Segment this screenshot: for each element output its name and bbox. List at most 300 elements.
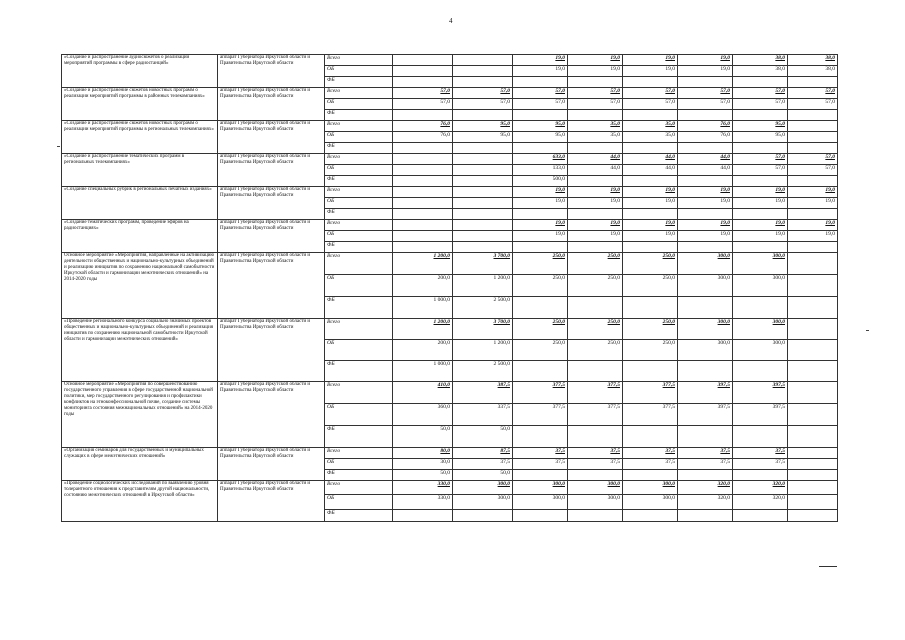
year-value-cell: 397,5 xyxy=(678,404,733,426)
year-value-cell xyxy=(678,509,733,521)
year-value-cell: 57,0 xyxy=(788,165,838,176)
year-value-cell: 300,0 xyxy=(453,481,513,495)
year-value-cell: 377,5 xyxy=(623,382,678,404)
year-value-cell xyxy=(788,470,838,481)
funding-source: ОБ xyxy=(325,275,393,297)
year-value-cell: 76,0 xyxy=(393,132,453,143)
year-value-cell xyxy=(393,187,453,198)
year-value-cell xyxy=(453,176,513,187)
funding-source: ФБ xyxy=(325,361,393,382)
year-value-cell: 95,0 xyxy=(513,132,568,143)
year-value-cell: 35,0 xyxy=(623,132,678,143)
year-value-cell: 44,0 xyxy=(623,154,678,165)
year-value-cell: 35,0 xyxy=(623,121,678,132)
year-value-cell: 300,0 xyxy=(623,495,678,509)
year-value-cell: 250,0 xyxy=(513,340,568,361)
year-value-cell: 19,0 xyxy=(678,231,733,242)
table-row xyxy=(62,448,838,459)
year-value-cell: 38,0 xyxy=(788,55,838,66)
year-value-cell xyxy=(393,231,453,242)
table-row xyxy=(62,382,838,404)
year-value-cell xyxy=(568,209,623,220)
year-value-cell: 1 200,0 xyxy=(453,340,513,361)
year-value-cell: 250,0 xyxy=(568,340,623,361)
year-value-cell xyxy=(788,143,838,154)
year-value-cell xyxy=(788,253,838,275)
year-value-cell: 250,0 xyxy=(513,319,568,340)
activity-name: «Создание тематических программ, проведение эфиров на радиостанциях» xyxy=(62,220,218,253)
year-value-cell xyxy=(788,297,838,319)
year-value-cell: 300,0 xyxy=(678,319,733,340)
table-row xyxy=(62,253,838,275)
year-value-cell xyxy=(733,297,788,319)
year-value-cell: 360,0 xyxy=(393,404,453,426)
activity-name: «Создание и распространение аудиосюжетов о реализации мероприятий программы в сфере радиостанций» xyxy=(62,55,218,88)
funding-source: ОБ xyxy=(325,165,393,176)
year-value-cell: 19,0 xyxy=(513,231,568,242)
table-row xyxy=(62,88,838,99)
year-value-cell: 2 500,0 xyxy=(453,297,513,319)
year-value-cell xyxy=(393,242,453,253)
year-value-cell xyxy=(568,143,623,154)
funding-source: ОБ xyxy=(325,459,393,470)
year-value-cell xyxy=(788,340,838,361)
year-value-cell: 95,0 xyxy=(513,121,568,132)
funding-source: ФБ xyxy=(325,470,393,481)
year-value-cell: 44,0 xyxy=(623,165,678,176)
responsible-executor: аппарат Губернатора Иркутской области и Правительства Иркутской области xyxy=(218,187,325,220)
year-value-cell: 19,0 xyxy=(623,220,678,231)
margin-mark xyxy=(57,146,60,147)
funding-source: Всего xyxy=(325,319,393,340)
year-value-cell xyxy=(733,470,788,481)
year-value-cell: 76,0 xyxy=(678,132,733,143)
year-value-cell xyxy=(453,143,513,154)
year-value-cell xyxy=(393,220,453,231)
year-value-cell: 57,0 xyxy=(393,99,453,110)
activity-name: «Организация семинаров для государственных и муниципальных служащих в сфере межэтнических отношений» xyxy=(62,448,218,481)
year-value-cell: 250,0 xyxy=(513,253,568,275)
year-value-cell: 397,5 xyxy=(733,404,788,426)
year-value-cell: 1 200,0 xyxy=(393,319,453,340)
year-value-cell: 57,0 xyxy=(453,88,513,99)
year-value-cell xyxy=(788,110,838,121)
year-value-cell: 250,0 xyxy=(623,340,678,361)
year-value-cell: 50,0 xyxy=(453,426,513,448)
year-value-cell: 44,0 xyxy=(678,165,733,176)
activity-name: «Создание и распространение сюжетов новостных программ о реализации мероприятий программы в районных телекомпаниях» xyxy=(62,88,218,121)
funding-source: ОБ xyxy=(325,495,393,509)
year-value-cell: 50,0 xyxy=(453,470,513,481)
year-value-cell: 95,0 xyxy=(733,121,788,132)
year-value-cell: 19,0 xyxy=(513,187,568,198)
year-value-cell: 410,0 xyxy=(393,382,453,404)
year-value-cell: 37,5 xyxy=(733,459,788,470)
year-value-cell: 19,0 xyxy=(623,231,678,242)
responsible-executor: аппарат Губернатора Иркутской области и Правительства Иркутской области xyxy=(218,253,325,319)
year-value-cell: 2 500,0 xyxy=(453,361,513,382)
year-value-cell: 44,0 xyxy=(678,154,733,165)
year-value-cell xyxy=(568,242,623,253)
year-value-cell: 377,5 xyxy=(623,404,678,426)
funding-source: ФБ xyxy=(325,209,393,220)
year-value-cell: 95,0 xyxy=(453,121,513,132)
year-value-cell: 250,0 xyxy=(568,319,623,340)
year-value-cell: 387,5 xyxy=(453,382,513,404)
year-value-cell: 397,5 xyxy=(678,382,733,404)
year-value-cell xyxy=(733,509,788,521)
year-value-cell: 19,0 xyxy=(513,66,568,77)
year-value-cell xyxy=(788,121,838,132)
year-value-cell xyxy=(788,481,838,495)
year-value-cell: 38,0 xyxy=(788,66,838,77)
year-value-cell: 57,0 xyxy=(788,99,838,110)
year-value-cell xyxy=(678,242,733,253)
year-value-cell xyxy=(393,143,453,154)
activity-name: «Создание и распространение тематических программ в региональных телекомпаниях» xyxy=(62,154,218,187)
year-value-cell xyxy=(393,110,453,121)
year-value-cell xyxy=(788,319,838,340)
year-value-cell xyxy=(623,297,678,319)
table-row xyxy=(62,187,838,198)
year-value-cell xyxy=(788,176,838,187)
year-value-cell xyxy=(678,77,733,88)
year-value-cell: 397,5 xyxy=(733,382,788,404)
funding-source: ФБ xyxy=(325,509,393,521)
year-value-cell xyxy=(568,176,623,187)
year-value-cell: 37,5 xyxy=(513,448,568,459)
year-value-cell: 300,0 xyxy=(678,275,733,297)
year-value-cell: 19,0 xyxy=(788,187,838,198)
responsible-executor: аппарат Губернатора Иркутской области и Правительства Иркутской области xyxy=(218,154,325,187)
funding-source: ФБ xyxy=(325,176,393,187)
funding-source: Всего xyxy=(325,154,393,165)
activity-name: «Проведение регионального конкурса социально значимых проектов общественных и национально-культурных объединений и реализация инициатив по сохранению национальной самобытности Иркутской области и гармонизации межэтнических отношений» xyxy=(62,319,218,382)
year-value-cell: 19,0 xyxy=(788,198,838,209)
year-value-cell: 330,0 xyxy=(393,481,453,495)
year-value-cell: 19,0 xyxy=(568,220,623,231)
year-value-cell: 19,0 xyxy=(788,220,838,231)
year-value-cell xyxy=(788,459,838,470)
year-value-cell: 19,0 xyxy=(623,187,678,198)
year-value-cell: 250,0 xyxy=(623,319,678,340)
funding-source: ФБ xyxy=(325,110,393,121)
year-value-cell: 300,0 xyxy=(678,253,733,275)
year-value-cell: 19,0 xyxy=(733,220,788,231)
year-value-cell xyxy=(513,297,568,319)
year-value-cell xyxy=(623,426,678,448)
year-value-cell: 30,0 xyxy=(393,459,453,470)
activity-name: «Создание специальных рубрик в региональных печатных изданиях» xyxy=(62,187,218,220)
activity-name: «Создание и распространение сюжетов новостных программ о реализации мероприятий программы в региональных телекомпаниях» xyxy=(62,121,218,154)
year-value-cell: 300,0 xyxy=(733,253,788,275)
year-value-cell xyxy=(568,426,623,448)
year-value-cell: 95,0 xyxy=(733,132,788,143)
year-value-cell: 200,0 xyxy=(393,340,453,361)
year-value-cell: 19,0 xyxy=(678,55,733,66)
year-value-cell: 57,0 xyxy=(513,88,568,99)
year-value-cell xyxy=(788,77,838,88)
year-value-cell: 37,5 xyxy=(678,448,733,459)
table-row xyxy=(62,220,838,231)
table-row xyxy=(62,154,838,165)
year-value-cell: 19,0 xyxy=(568,231,623,242)
year-value-cell xyxy=(788,242,838,253)
year-value-cell: 300,0 xyxy=(733,340,788,361)
year-value-cell: 19,0 xyxy=(568,66,623,77)
funding-source: Всего xyxy=(325,382,393,404)
funding-source: ОБ xyxy=(325,132,393,143)
year-value-cell xyxy=(513,242,568,253)
year-value-cell xyxy=(733,110,788,121)
year-value-cell xyxy=(453,509,513,521)
year-value-cell: 76,0 xyxy=(393,121,453,132)
year-value-cell: 200,0 xyxy=(393,275,453,297)
year-value-cell: 377,5 xyxy=(568,382,623,404)
year-value-cell xyxy=(513,209,568,220)
table-row xyxy=(62,121,838,132)
activity-name: Основное мероприятие «Мероприятия по совершенствованию государственного управления в сфере государственной национальной политики, мер государственного регулирования и профилактики конфликтов на этноконфессиональной почве, создание системы мониторинга состояния межнациональных отношений» на 2014-2020 годы xyxy=(62,382,218,448)
year-value-cell xyxy=(568,361,623,382)
table-row xyxy=(62,55,838,66)
year-value-cell: 57,0 xyxy=(733,154,788,165)
year-value-cell xyxy=(678,143,733,154)
year-value-cell xyxy=(733,143,788,154)
year-value-cell: 38,0 xyxy=(733,55,788,66)
year-value-cell xyxy=(453,154,513,165)
year-value-cell: 44,0 xyxy=(568,165,623,176)
year-value-cell: 38,0 xyxy=(733,66,788,77)
year-value-cell xyxy=(393,66,453,77)
funding-source: Всего xyxy=(325,448,393,459)
year-value-cell xyxy=(453,77,513,88)
year-value-cell xyxy=(453,198,513,209)
funding-source: Всего xyxy=(325,55,393,66)
year-value-cell xyxy=(678,426,733,448)
funding-source: Всего xyxy=(325,88,393,99)
year-value-cell xyxy=(733,176,788,187)
year-value-cell: 57,0 xyxy=(733,88,788,99)
funding-source: ОБ xyxy=(325,99,393,110)
activity-name: «Проведение социологических исследований по выявлению уровня толерантного отношения к представителям другой национальности, состоянию межэтнических отношений в Иркутской области» xyxy=(62,481,218,522)
year-value-cell: 19,0 xyxy=(513,220,568,231)
year-value-cell xyxy=(623,361,678,382)
year-value-cell xyxy=(453,110,513,121)
funding-source: ОБ xyxy=(325,231,393,242)
year-value-cell: 19,0 xyxy=(568,187,623,198)
year-value-cell: 37,5 xyxy=(513,459,568,470)
year-value-cell: 250,0 xyxy=(568,253,623,275)
year-value-cell xyxy=(788,132,838,143)
funding-source: ФБ xyxy=(325,426,393,448)
year-value-cell: 50,0 xyxy=(393,470,453,481)
funding-source: ФБ xyxy=(325,242,393,253)
year-value-cell xyxy=(678,297,733,319)
year-value-cell xyxy=(453,165,513,176)
year-value-cell xyxy=(788,426,838,448)
year-value-cell: 377,5 xyxy=(513,382,568,404)
year-value-cell: 1 000,0 xyxy=(393,297,453,319)
year-value-cell: 250,0 xyxy=(568,275,623,297)
page-number: 4 xyxy=(449,17,453,25)
year-value-cell xyxy=(453,209,513,220)
year-value-cell: 300,0 xyxy=(733,275,788,297)
year-value-cell xyxy=(623,470,678,481)
year-value-cell xyxy=(678,209,733,220)
funding-source: ФБ xyxy=(325,297,393,319)
year-value-cell: 19,0 xyxy=(678,187,733,198)
year-value-cell: 19,0 xyxy=(733,231,788,242)
year-value-cell: 300,0 xyxy=(623,481,678,495)
year-value-cell: 1 200,0 xyxy=(393,253,453,275)
year-value-cell xyxy=(678,361,733,382)
year-value-cell xyxy=(733,242,788,253)
year-value-cell xyxy=(623,209,678,220)
year-value-cell: 19,0 xyxy=(568,198,623,209)
year-value-cell: 80,0 xyxy=(393,448,453,459)
year-value-cell xyxy=(623,143,678,154)
year-value-cell: 19,0 xyxy=(678,198,733,209)
year-value-cell: 50,0 xyxy=(393,426,453,448)
year-value-cell xyxy=(788,361,838,382)
year-value-cell xyxy=(453,231,513,242)
funding-source: Всего xyxy=(325,220,393,231)
year-value-cell xyxy=(678,470,733,481)
responsible-executor: аппарат Губернатора Иркутской области и Правительства Иркутской области xyxy=(218,55,325,88)
year-value-cell: 19,0 xyxy=(568,55,623,66)
year-value-cell xyxy=(568,509,623,521)
year-value-cell: 57,0 xyxy=(788,88,838,99)
year-value-cell xyxy=(623,176,678,187)
year-value-cell: 19,0 xyxy=(733,198,788,209)
year-value-cell: 1 000,0 xyxy=(393,361,453,382)
year-value-cell xyxy=(788,495,838,509)
year-value-cell: 3 700,0 xyxy=(453,319,513,340)
year-value-cell: 57,0 xyxy=(733,165,788,176)
year-value-cell: 57,0 xyxy=(453,99,513,110)
year-value-cell: 57,0 xyxy=(568,88,623,99)
responsible-executor: аппарат Губернатора Иркутской области и Правительства Иркутской области xyxy=(218,481,325,522)
year-value-cell xyxy=(393,176,453,187)
year-value-cell xyxy=(453,187,513,198)
year-value-cell: 300,0 xyxy=(453,495,513,509)
year-value-cell xyxy=(733,209,788,220)
year-value-cell xyxy=(788,404,838,426)
year-value-cell: 37,5 xyxy=(623,459,678,470)
year-value-cell: 37,5 xyxy=(568,448,623,459)
year-value-cell: 35,0 xyxy=(568,132,623,143)
year-value-cell: 19,0 xyxy=(513,55,568,66)
table-body xyxy=(62,55,838,522)
funding-source: ФБ xyxy=(325,143,393,154)
year-value-cell: 3 700,0 xyxy=(453,253,513,275)
year-value-cell: 57,0 xyxy=(788,154,838,165)
year-value-cell xyxy=(393,165,453,176)
year-value-cell: 300,0 xyxy=(513,481,568,495)
year-value-cell: 57,0 xyxy=(513,99,568,110)
responsible-executor: аппарат Губернатора Иркутской области и Правительства Иркутской области xyxy=(218,448,325,481)
year-value-cell: 76,0 xyxy=(678,121,733,132)
year-value-cell: 330,0 xyxy=(393,495,453,509)
year-value-cell: 300,0 xyxy=(733,319,788,340)
funding-source: ОБ xyxy=(325,198,393,209)
year-value-cell: 37,5 xyxy=(453,459,513,470)
year-value-cell: 1 200,0 xyxy=(453,275,513,297)
year-value-cell: 57,0 xyxy=(678,88,733,99)
year-value-cell: 87,5 xyxy=(453,448,513,459)
year-value-cell: 19,0 xyxy=(678,66,733,77)
funding-source: Всего xyxy=(325,187,393,198)
year-value-cell: 19,0 xyxy=(678,220,733,231)
year-value-cell xyxy=(568,77,623,88)
year-value-cell: 250,0 xyxy=(513,275,568,297)
year-value-cell xyxy=(453,55,513,66)
year-value-cell xyxy=(788,209,838,220)
year-value-cell xyxy=(393,154,453,165)
funding-source: Всего xyxy=(325,253,393,275)
year-value-cell xyxy=(788,382,838,404)
year-value-cell xyxy=(393,509,453,521)
year-value-cell: 250,0 xyxy=(623,253,678,275)
year-value-cell: 19,0 xyxy=(733,187,788,198)
year-value-cell: 500,0 xyxy=(513,176,568,187)
responsible-executor: аппарат Губернатора Иркутской области и Правительства Иркутской области xyxy=(218,121,325,154)
year-value-cell xyxy=(623,110,678,121)
year-value-cell xyxy=(393,198,453,209)
responsible-executor: аппарат Губернатора Иркутской области и Правительства Иркутской области xyxy=(218,382,325,448)
funding-source: Всего xyxy=(325,481,393,495)
year-value-cell xyxy=(733,426,788,448)
year-value-cell: 19,0 xyxy=(788,231,838,242)
budget-table xyxy=(61,54,838,522)
year-value-cell xyxy=(788,509,838,521)
margin-mark xyxy=(866,330,869,331)
responsible-executor: аппарат Губернатора Иркутской области и Правительства Иркутской области xyxy=(218,319,325,382)
responsible-executor: аппарат Губернатора Иркутской области и Правительства Иркутской области xyxy=(218,220,325,253)
year-value-cell: 320,0 xyxy=(678,495,733,509)
year-value-cell xyxy=(623,509,678,521)
year-value-cell: 95,0 xyxy=(453,132,513,143)
funding-source: ФБ xyxy=(325,77,393,88)
year-value-cell: 35,0 xyxy=(568,121,623,132)
year-value-cell xyxy=(453,66,513,77)
year-value-cell: 37,5 xyxy=(678,459,733,470)
table-row xyxy=(62,481,838,495)
year-value-cell: 57,0 xyxy=(623,99,678,110)
year-value-cell: 19,0 xyxy=(623,55,678,66)
year-value-cell xyxy=(568,110,623,121)
year-value-cell xyxy=(568,297,623,319)
year-value-cell xyxy=(788,275,838,297)
year-value-cell: 37,5 xyxy=(568,459,623,470)
year-value-cell: 300,0 xyxy=(568,481,623,495)
year-value-cell xyxy=(513,110,568,121)
year-value-cell: 300,0 xyxy=(678,340,733,361)
year-value-cell: 44,0 xyxy=(568,154,623,165)
year-value-cell: 633,0 xyxy=(513,154,568,165)
activity-name: Основное мероприятие «Мероприятия, направленные на активизацию деятельности общественных и национально-культурных объединений и реализацию инициатив по сохранению национальной самобытности Иркутской области и гармонизации межэтнических отношений» на 2014-2020 годы xyxy=(62,253,218,319)
year-value-cell: 377,5 xyxy=(568,404,623,426)
year-value-cell: 57,0 xyxy=(733,99,788,110)
year-value-cell xyxy=(733,361,788,382)
year-value-cell xyxy=(788,448,838,459)
year-value-cell xyxy=(453,220,513,231)
year-value-cell xyxy=(733,77,788,88)
year-value-cell: 320,0 xyxy=(733,495,788,509)
year-value-cell: 19,0 xyxy=(623,198,678,209)
year-value-cell xyxy=(453,242,513,253)
year-value-cell: 320,0 xyxy=(733,481,788,495)
